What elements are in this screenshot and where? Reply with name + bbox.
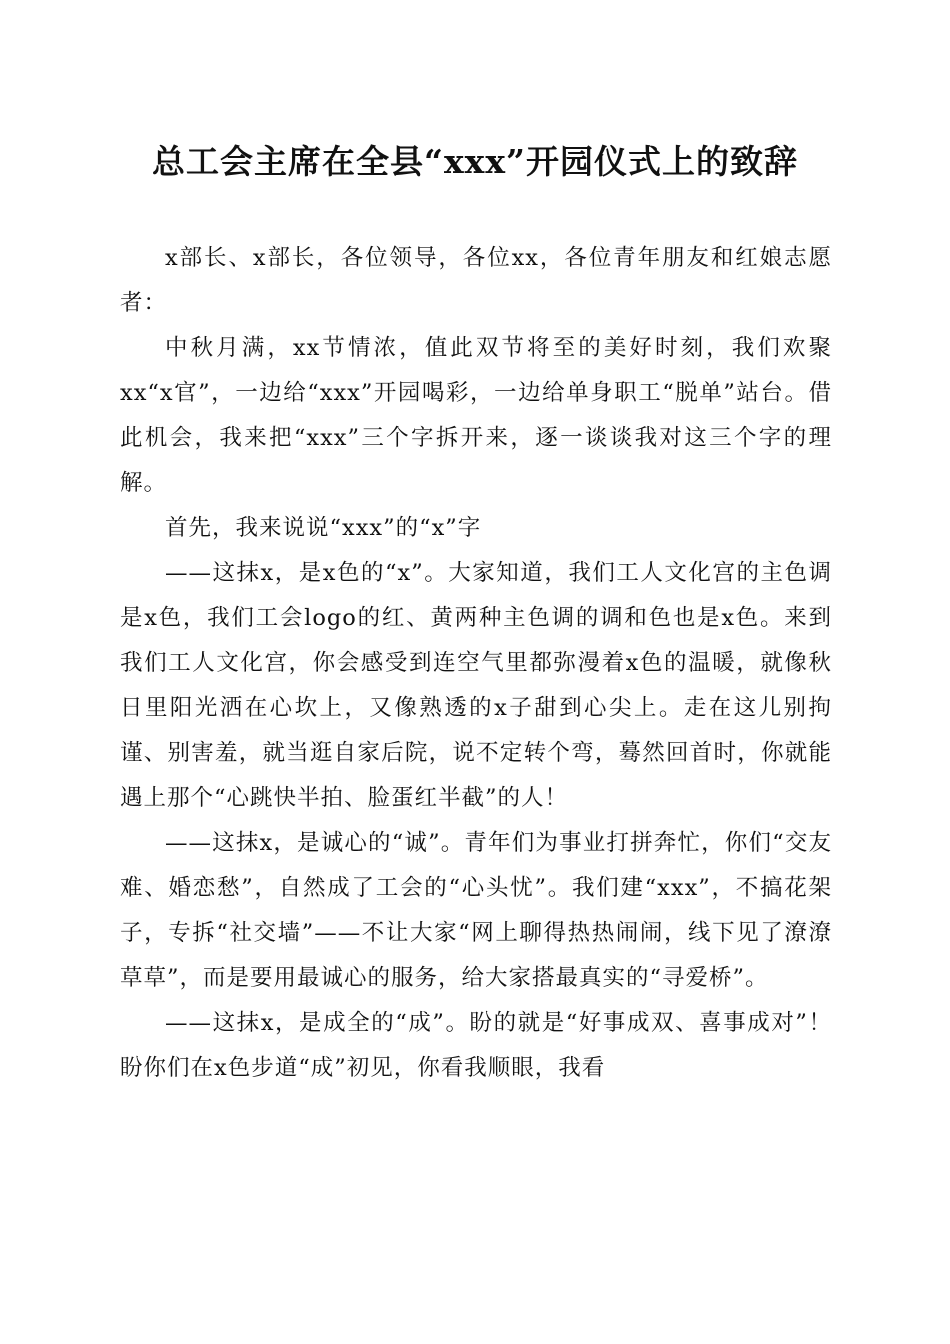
- paragraph-sincerity-meaning: ——这抹x，是诚心的“诚”。青年们为事业打拼奔忙，你们“交友难、婚恋愁”，自然成了工会的“心头忧”。我们建“xxx”，不搞花架子，专拆“社交墙”——不让大家“网上聊得热热闹闹，线下见了潦潦草草”，而是要用最诚心的服务，给大家搭最真实的“寻爱桥”。: [120, 830, 832, 991]
- paragraph-first-topic: 首先，我来说说“xxx”的“x”字: [165, 515, 482, 541]
- document-title: 总工会主席在全县“xxx”开园仪式上的致辞: [152, 142, 798, 181]
- paragraph-opening: 中秋月满，xx节情浓，值此双节将至的美好时刻，我们欢聚xx“x官”，一边给“xxx”开园喝彩，一边给单身职工“脱单”站台。借此机会，我来把“xxx”三个字拆开来，逐一谈谈我对这三个字的理解。: [120, 335, 832, 496]
- paragraph-color-meaning: ——这抹x，是x色的“x”。大家知道，我们工人文化宫的主色调是x色，我们工会logo的红、黄两种主色调的调和色也是x色。来到我们工人文化宫，你会感受到连空气里都弥漫着x色的温暖，就像秋日里阳光洒在心坎上，又像熟透的x子甜到心尖上。走在这儿别拘谨、别害羞，就当逛自家后院，说不定转个弯，蓦然回首时，你就能遇上那个“心跳快半拍、脸蛋红半截”的人！: [120, 560, 832, 811]
- paragraph-fulfillment-meaning: ——这抹x，是成全的“成”。盼的就是“好事成双、喜事成对”！盼你们在x色步道“成”初见，你看我顺眼，我看: [120, 1010, 832, 1081]
- paragraph-salutation: x部长、x部长，各位领导，各位xx，各位青年朋友和红娘志愿者：: [120, 245, 832, 316]
- document-body: [120, 236, 832, 1091]
